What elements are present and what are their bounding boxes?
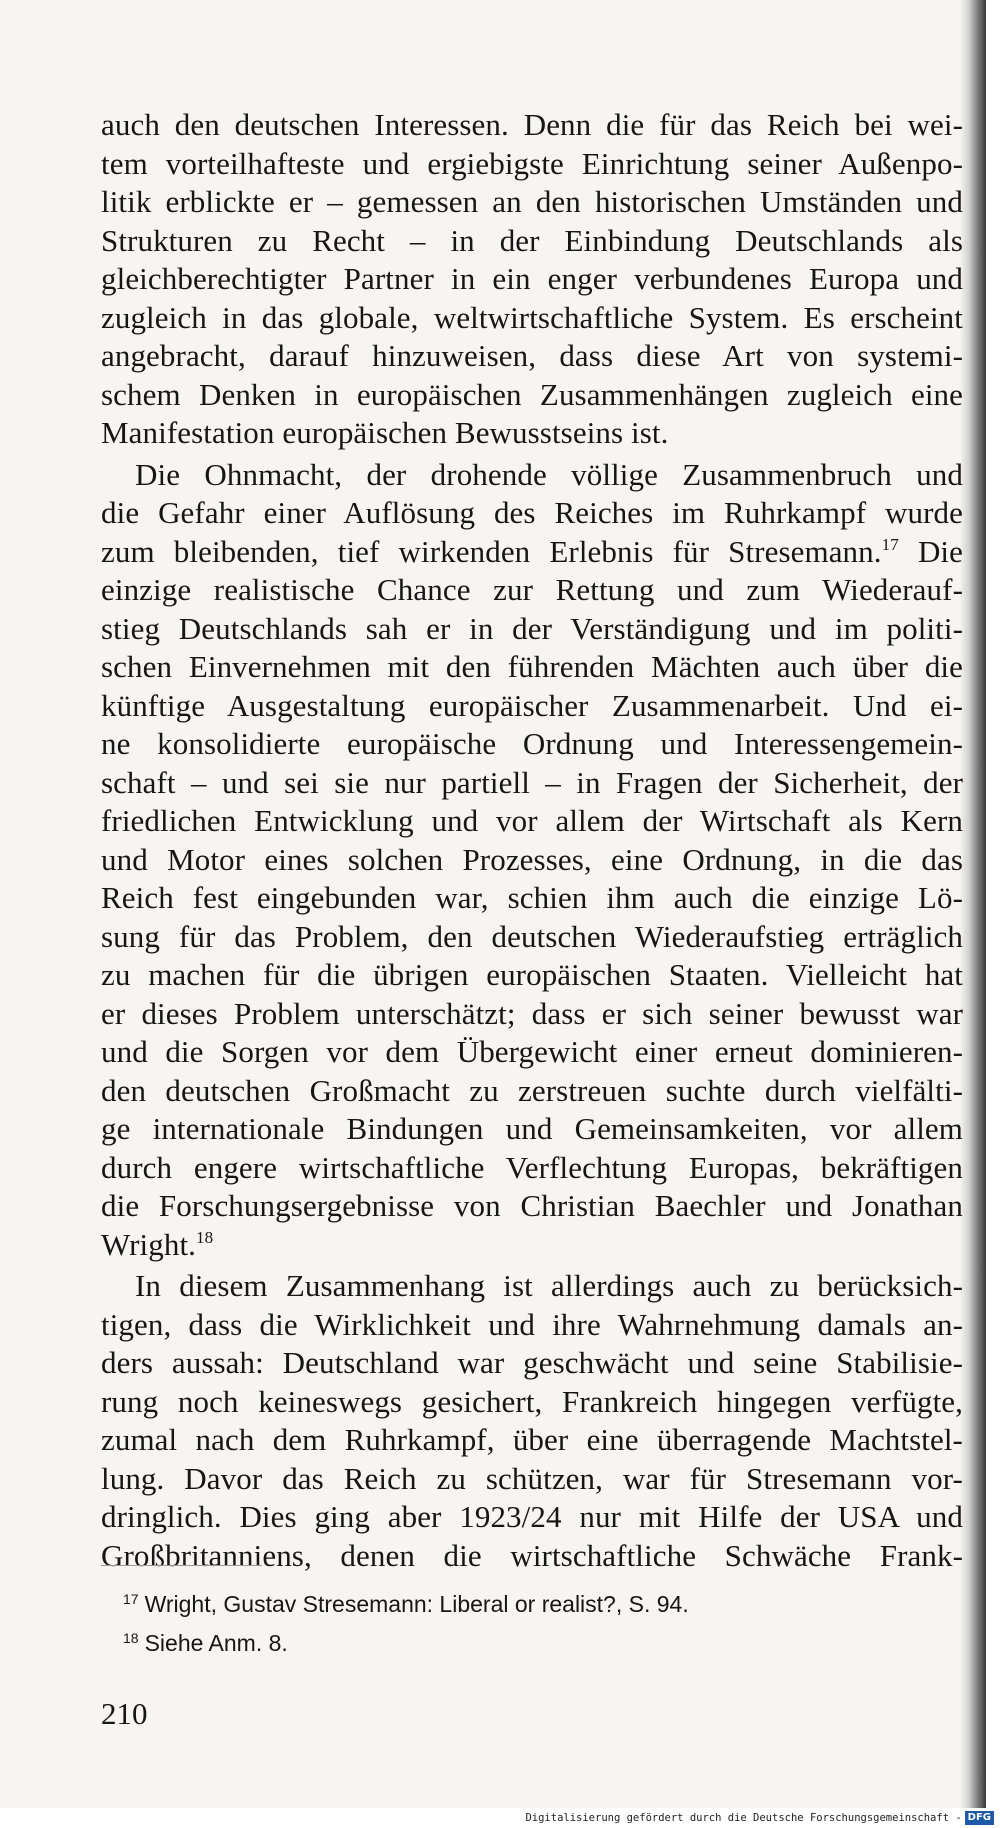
footnote-text: Siehe Anm. 8. bbox=[144, 1630, 288, 1656]
text-line: Großbritanniens, denen die wirtschaftliche Schwäche Frank- bbox=[101, 1537, 963, 1573]
text-line: die Gefahr einer Auflösung des Reiches im Ruhrkampf wurde bbox=[101, 495, 963, 530]
text-line: litik erblickte er – gemessen an den historischen Umständen und bbox=[101, 184, 963, 219]
text-line: ders aussah: Deutschland war geschwächt und seine Stabilisie- bbox=[101, 1345, 963, 1380]
text-line: einzige realistische Chance zur Rettung und zum Wiederauf- bbox=[101, 572, 963, 607]
text-segment: Wright. bbox=[101, 1226, 197, 1262]
footnote-ref-18: 18 bbox=[196, 1227, 214, 1247]
text-line: angebracht, darauf hinzuweisen, dass diese Art von systemi- bbox=[101, 338, 963, 373]
text-line: ne konsolidierte europäische Ordnung und Interessengemein- bbox=[101, 726, 963, 761]
dfg-logo: DFG bbox=[965, 1811, 994, 1825]
footnote-number: 18 bbox=[123, 1630, 139, 1646]
text-line: Manifestation europäischen Bewusstseins ist. bbox=[101, 415, 669, 450]
body-text bbox=[101, 106, 963, 1575]
footnote-18 bbox=[101, 1621, 961, 1660]
text-line: auch den deutschen Interessen. Denn die für das Reich bei wei- bbox=[101, 107, 963, 142]
text-line: die Forschungsergebnisse von Christian Baechler und Jonathan bbox=[101, 1188, 963, 1223]
text-line: ge internationale Bindungen und Gemeinsamkeiten, vor allem bbox=[101, 1111, 963, 1146]
paragraph-2 bbox=[101, 456, 963, 1265]
text-line: tem vorteilhafteste und ergiebigste Einrichtung seiner Außenpo- bbox=[101, 145, 963, 181]
text-line: friedlichen Entwicklung und vor allem der Wirtschaft als Kern bbox=[101, 803, 963, 838]
text-line: stieg Deutschlands sah er in der Verständigung und im politi- bbox=[101, 610, 963, 646]
text-line: und Motor eines solchen Prozesses, eine Ordnung, in die das bbox=[101, 841, 963, 877]
text-line: Reich fest eingebunden war, schien ihm auch die einzige Lö- bbox=[101, 880, 963, 915]
credit-text: Digitalisierung gefördert durch die Deutsche Forschungsgemeinschaft - bbox=[525, 1812, 962, 1824]
text-line: tigen, dass die Wirklichkeit und ihre Wahrnehmung damals an- bbox=[101, 1306, 963, 1342]
footnote-number: 17 bbox=[123, 1591, 139, 1607]
footnote-ref-17: 17 bbox=[881, 534, 899, 554]
paragraph-1 bbox=[101, 106, 963, 453]
text-line: rung noch keineswegs gesichert, Frankreich hingegen verfügte, bbox=[101, 1383, 963, 1419]
text-line: Die Ohnmacht, der drohende völlige Zusammenbruch und bbox=[135, 456, 963, 492]
text-line-with-footnote bbox=[101, 533, 963, 572]
text-line: durch engere wirtschaftliche Verflechtung Europas, bekräftigen bbox=[101, 1149, 963, 1185]
footnotes bbox=[101, 1582, 961, 1660]
text-line: sung für das Problem, den deutschen Wiederaufstieg erträglich bbox=[101, 918, 963, 954]
text-line: Strukturen zu Recht – in der Einbindung Deutschlands als bbox=[101, 222, 963, 258]
text-segment: zum bleibenden, tief wirkenden Erlebnis für Stresemann. bbox=[101, 533, 882, 569]
text-line: In diesem Zusammenhang ist allerdings auch zu berücksich- bbox=[135, 1268, 963, 1303]
text-line: und die Sorgen vor dem Übergewicht einer erneut dominieren- bbox=[101, 1034, 963, 1069]
text-line: schen Einvernehmen mit den führenden Mächten auch über die bbox=[101, 649, 963, 684]
text-line: zumal nach dem Ruhrkampf, über eine überragende Machtstel- bbox=[101, 1422, 963, 1457]
page-number: 210 bbox=[101, 1696, 148, 1731]
text-line-with-footnote bbox=[101, 1226, 963, 1265]
footnote-text: Wright, Gustav Stresemann: Liberal or realist?, S. 94. bbox=[144, 1591, 689, 1617]
text-line: er dieses Problem unterschätzt; dass er sich seiner bewusst war bbox=[101, 995, 963, 1031]
footnote-divider bbox=[101, 1565, 261, 1566]
text-segment: Die bbox=[917, 533, 963, 569]
paragraph-3 bbox=[101, 1267, 963, 1575]
text-line: zugleich in das globale, weltwirtschaftliche System. Es erscheint bbox=[101, 299, 963, 335]
text-line: gleichberechtigter Partner in ein enger verbundenes Europa und bbox=[101, 261, 963, 296]
text-line: lung. Davor das Reich zu schützen, war für Stresemann vor- bbox=[101, 1460, 963, 1496]
page-spine-shadow bbox=[960, 0, 986, 1808]
text-line: schem Denken in europäischen Zusammenhängen zugleich eine bbox=[101, 376, 963, 412]
text-line: dringlich. Dies ging aber 1923/24 nur mit Hilfe der USA und bbox=[101, 1499, 963, 1534]
text-line: den deutschen Großmacht zu zerstreuen suchte durch vielfälti- bbox=[101, 1072, 963, 1108]
text-line: künftige Ausgestaltung europäischer Zusammenarbeit. Und ei- bbox=[101, 687, 963, 723]
text-line: zu machen für die übrigen europäischen Staaten. Vielleicht hat bbox=[101, 957, 963, 992]
text-line: schaft – und sei sie nur partiell – in Fragen der Sicherheit, der bbox=[101, 764, 963, 800]
footnote-17 bbox=[101, 1582, 961, 1621]
digitization-credit bbox=[525, 1809, 994, 1827]
